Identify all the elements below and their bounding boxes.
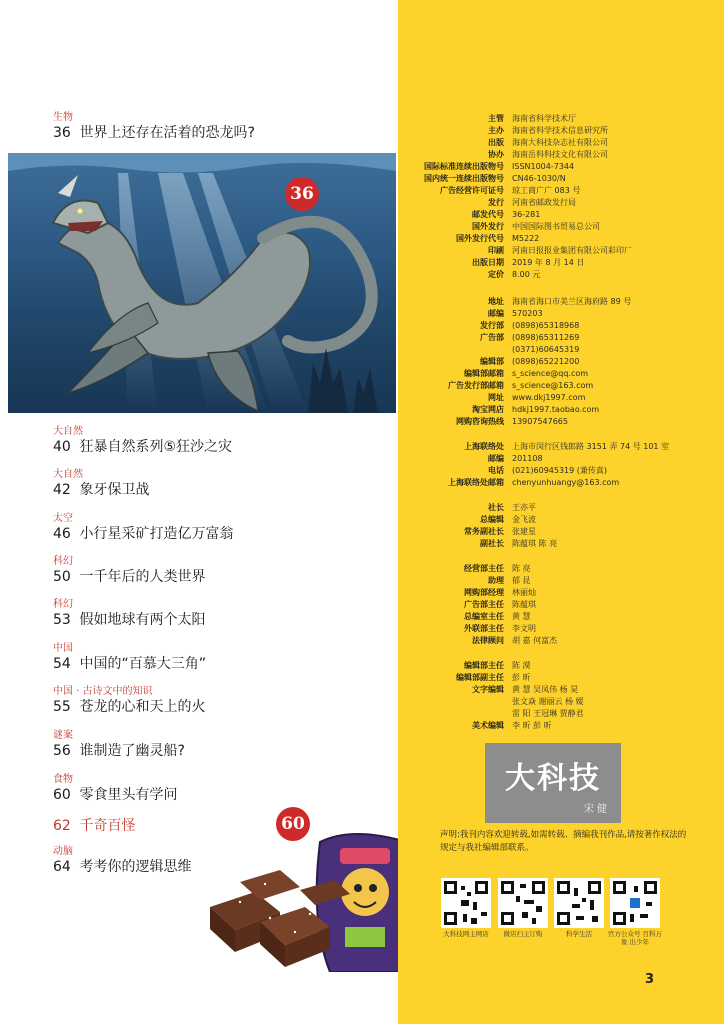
colophon-row	[398, 221, 718, 232]
colophon-row	[398, 368, 718, 379]
page-badge: 36	[285, 177, 319, 211]
colophon-row	[398, 173, 718, 184]
colophon-row	[398, 404, 718, 415]
colophon-key: 美术编辑	[472, 721, 504, 730]
toc-title: 象牙保卫战	[79, 482, 150, 498]
colophon-row	[398, 149, 718, 160]
colophon-key: 国外发行代号	[456, 234, 504, 243]
colophon-key: 主管	[488, 114, 504, 123]
colophon-key: 广告部主任	[464, 600, 504, 609]
colophon-value: (0898)65221200	[512, 357, 580, 366]
snack-illustration	[200, 822, 400, 972]
colophon-key: 邮编	[488, 454, 504, 463]
colophon-row	[398, 465, 718, 476]
colophon-row	[398, 416, 718, 427]
colophon-key: 经营部主任	[464, 564, 504, 573]
toc-title: 中国的“百慕大三角”	[79, 656, 206, 672]
toc-category: 谜案	[53, 730, 73, 741]
toc-entry[interactable]	[53, 643, 393, 673]
colophon-key: 编辑部副主任	[456, 673, 504, 682]
toc-category: 动脑	[53, 846, 73, 857]
colophon-key: 上海联络处邮箱	[448, 478, 504, 487]
colophon-row	[398, 344, 718, 355]
colophon-value: 河南日报报业集团有限公司彩印厂	[512, 246, 632, 255]
colophon-key: 总编辑	[480, 515, 504, 524]
colophon-row	[398, 197, 718, 208]
page-number: 3	[645, 972, 655, 987]
brand-calligraphy	[485, 743, 621, 823]
toc-entry[interactable]	[53, 730, 393, 760]
colophon-key: 网购咨询热线	[456, 417, 504, 426]
colophon-key: 出版	[488, 138, 504, 147]
colophon-key: 发行部	[480, 321, 504, 330]
colophon-row	[398, 672, 718, 683]
colophon-value: 雷 阳 王冠琳 贾静君	[512, 709, 584, 718]
toc-entry[interactable]	[53, 556, 393, 586]
qr-code-icon[interactable]	[441, 878, 491, 928]
toc-page-number: 62	[53, 818, 71, 834]
colophon-value: hdkj1997.taobao.com	[512, 405, 600, 414]
toc-title: 假如地球有两个太阳	[79, 612, 206, 628]
toc-category: 生物	[53, 112, 73, 123]
qr-code-group	[441, 878, 661, 948]
qr-label: 科学生活	[566, 930, 592, 938]
colophon-value: 570203	[512, 309, 543, 318]
colophon-value: ISSN1004-7344	[512, 162, 575, 171]
colophon-value: 海南岳科科技文化有限公司	[512, 150, 608, 159]
colophon-key: 助理	[488, 576, 504, 585]
colophon-row	[398, 514, 718, 525]
colophon-value: s_science@163.com	[512, 381, 594, 390]
colophon-value: 海南大科技杂志社有限公司	[512, 138, 608, 147]
colophon-value: 李 昕 彭 昕	[512, 721, 552, 730]
page-badge: 60	[276, 807, 310, 841]
colophon-key: 定价	[488, 270, 504, 279]
colophon-value: 王亦平	[512, 503, 536, 512]
snack-graphic	[200, 822, 400, 972]
colophon-value: chenyunhuangy@163.com	[512, 478, 620, 487]
colophon-row	[398, 269, 718, 280]
colophon-value: 中国国际图书贸易总公司	[512, 222, 600, 231]
toc-page-number: 60	[53, 787, 71, 803]
colophon-value: 林丽灿	[512, 588, 536, 597]
colophon-key: 出版日期	[472, 258, 504, 267]
logo: 大科技	[505, 761, 601, 796]
colophon-row	[398, 502, 718, 513]
toc-entry[interactable]	[53, 426, 393, 456]
colophon-row	[398, 660, 718, 671]
colophon-value: www.dkj1997.com	[512, 393, 586, 402]
colophon-value: 张文焱 谢丽云 杨 嫒	[512, 697, 584, 706]
toc-page-number: 56	[53, 743, 71, 759]
colophon-row	[398, 113, 718, 124]
toc-entry[interactable]	[53, 599, 393, 629]
toc-category: 大自然	[53, 426, 83, 437]
colophon-row	[398, 696, 718, 707]
colophon-value: 金飞波	[512, 515, 536, 524]
colophon-key: 广告部	[480, 333, 504, 342]
qr-label: 大科技网主网店	[443, 930, 489, 938]
toc-category: 科幻	[53, 599, 73, 610]
colophon-row	[398, 209, 718, 220]
colophon-row	[398, 233, 718, 244]
colophon-value: M5222	[512, 234, 540, 243]
colophon-key: 编辑部主任	[464, 661, 504, 670]
colophon-row	[398, 587, 718, 598]
colophon-value: 琼工商广广 083 号	[512, 186, 581, 195]
plesiosaur-graphic	[8, 153, 396, 413]
colophon-row	[398, 392, 718, 403]
colophon-value: (0371)60645319	[512, 345, 580, 354]
colophon-value: 201108	[512, 454, 543, 463]
colophon-value: 海南省科学技术厅	[512, 114, 576, 123]
colophon-value: 上海市闵行区钱郎路 3151 弄 74 号 101 室	[512, 442, 670, 451]
colophon-value: 海南省海口市美兰区海府路 89 号	[512, 297, 632, 306]
colophon-key: 外联部主任	[464, 624, 504, 633]
toc-page-number: 55	[53, 699, 71, 715]
colophon-value: 13907547665	[512, 417, 568, 426]
colophon-row	[398, 635, 718, 646]
toc-entry[interactable]	[53, 513, 393, 543]
colophon-value: 陈蕴琪 陈 亮	[512, 539, 558, 548]
toc-title: 零食里头有学问	[79, 787, 178, 803]
toc-title: 世界上还存在活着的恐龙吗?	[79, 125, 255, 141]
colophon-row	[398, 599, 718, 610]
colophon-row	[398, 332, 718, 343]
colophon-row	[398, 720, 718, 731]
toc-category: 大自然	[53, 469, 83, 480]
colophon-value: s_science@qq.com	[512, 369, 589, 378]
qr-label: 微店扫主订购	[503, 930, 543, 938]
colophon-key: 协办	[488, 150, 504, 159]
colophon-value: 2019 年 8 月 14 日	[512, 258, 585, 267]
colophon-value: 黄 慧	[512, 612, 531, 621]
toc-page-number: 53	[53, 612, 71, 628]
colophon-value: 胡 嘉 何富杰	[512, 636, 558, 645]
colophon-list	[398, 0, 724, 1024]
colophon-value: 8.00 元	[512, 270, 541, 279]
colophon-value: CN46-1030/N	[512, 174, 566, 183]
toc-title: 小行星采矿打造亿万富翁	[79, 526, 234, 542]
colophon-key: 国外发行	[472, 222, 504, 231]
colophon-row	[398, 125, 718, 136]
qr-label: 官方公众号 百科万象 出少年	[607, 930, 663, 946]
toc-title: 狂暴自然系列⑤狂沙之灾	[79, 439, 233, 455]
colophon-key: 常务副社长	[464, 527, 504, 536]
colophon-value: 陈 亮	[512, 564, 531, 573]
colophon-key: 国内统一连续出版物号	[424, 174, 504, 183]
colophon-value: (021)60945319 (兼传真)	[512, 466, 608, 475]
colophon-row	[398, 137, 718, 148]
colophon-row	[398, 257, 718, 268]
colophon-value: 张建星	[512, 527, 536, 536]
colophon-row	[398, 320, 718, 331]
qr-code-icon[interactable]	[554, 878, 604, 928]
colophon-key: 淘宝网店	[472, 405, 504, 414]
colophon-value: (0898)65311269	[512, 333, 580, 342]
colophon-key: 邮发代号	[472, 210, 504, 219]
copyright-notice: 声明:我刊内容欢迎转载,如需转载、摘编我刊作品,请按著作权法的规定与我社编辑部联系。	[440, 830, 687, 853]
colophon-row	[398, 308, 718, 319]
colophon-row	[398, 526, 718, 537]
toc-entry[interactable]	[53, 469, 393, 499]
toc-page-number: 54	[53, 656, 71, 672]
toc-category: 太空	[53, 513, 73, 524]
colophon-value: 陈 漠	[512, 661, 531, 670]
toc-entry[interactable]	[53, 686, 393, 716]
colophon-value: 36-281	[512, 210, 541, 219]
toc-page-number: 50	[53, 569, 71, 585]
colophon-row	[398, 563, 718, 574]
colophon-value: 海南省科学技术信息研究所	[512, 126, 608, 135]
colophon-key: 编辑部	[480, 357, 504, 366]
colophon-key: 广告经营许可证号	[440, 186, 504, 195]
colophon-value: 陈蕴琪	[512, 600, 536, 609]
colophon-key: 印刷	[488, 246, 504, 255]
colophon-key: 文字编辑	[472, 685, 504, 694]
colophon-key: 电话	[488, 466, 504, 475]
colophon-value: 彭 昕	[512, 673, 531, 682]
colophon-row	[398, 623, 718, 634]
colophon-row	[398, 708, 718, 719]
toc-category: 食物	[53, 774, 73, 785]
colophon-value: 李文明	[512, 624, 536, 633]
colophon-row	[398, 245, 718, 256]
signature: 宋 健	[583, 804, 607, 815]
colophon-value: 郁 昆	[512, 576, 531, 585]
toc-title: 苍龙的心和天上的火	[79, 699, 206, 715]
colophon-row	[398, 684, 718, 695]
colophon-row	[398, 453, 718, 464]
colophon-row	[398, 356, 718, 367]
toc-page-number: 36	[53, 125, 71, 141]
colophon-key: 广告发行部邮箱	[448, 381, 504, 390]
colophon-row	[398, 611, 718, 622]
colophon-key: 发行	[488, 198, 504, 207]
colophon-row	[398, 161, 718, 172]
colophon-key: 国际标准连续出版物号	[424, 162, 504, 171]
colophon-row	[398, 538, 718, 549]
toc-page-number: 40	[53, 439, 71, 455]
colophon-key: 副社长	[480, 539, 504, 548]
colophon-key: 网购部经理	[464, 588, 504, 597]
colophon-key: 总编室主任	[464, 612, 504, 621]
colophon-row	[398, 185, 718, 196]
toc-category	[53, 805, 393, 817]
colophon-key: 社长	[488, 503, 504, 512]
colophon-value: 河南省邮政发行局	[512, 198, 576, 207]
colophon-row	[398, 441, 718, 452]
colophon-key: 编辑部邮箱	[464, 369, 504, 378]
toc-page-number: 64	[53, 859, 71, 875]
colophon-row	[398, 296, 718, 307]
toc-page-number: 42	[53, 482, 71, 498]
toc-title: 考考你的逻辑思维	[79, 859, 192, 875]
toc-page-number: 46	[53, 526, 71, 542]
colophon-row	[398, 380, 718, 391]
toc-entry[interactable]	[53, 774, 393, 804]
toc-title: 千奇百怪	[79, 818, 136, 834]
colophon-key: 邮编	[488, 309, 504, 318]
qr-code-icon[interactable]	[498, 878, 548, 928]
colophon-key: 地址	[488, 297, 504, 306]
colophon-key: 上海联络处	[464, 442, 504, 451]
colophon-key: 主办	[488, 126, 504, 135]
colophon-key: 网址	[488, 393, 504, 402]
toc-title: 一千年后的人类世界	[79, 569, 206, 585]
colophon-row	[398, 575, 718, 586]
colophon-key: 法律顾问	[472, 636, 504, 645]
qr-code-icon[interactable]	[610, 878, 660, 928]
colophon-value: (0898)65318968	[512, 321, 580, 330]
toc-category: 科幻	[53, 556, 73, 567]
sea-dinosaur-illustration	[8, 153, 396, 413]
toc-title: 谁制造了幽灵船?	[79, 743, 185, 759]
toc-entry[interactable]	[53, 112, 393, 142]
toc-category: 中国 · 古诗文中的知识	[53, 686, 153, 697]
colophon-row	[398, 477, 718, 488]
toc-category: 中国	[53, 643, 73, 654]
colophon-value: 黄 慧 吴凤伟 杨 昊	[512, 685, 579, 694]
